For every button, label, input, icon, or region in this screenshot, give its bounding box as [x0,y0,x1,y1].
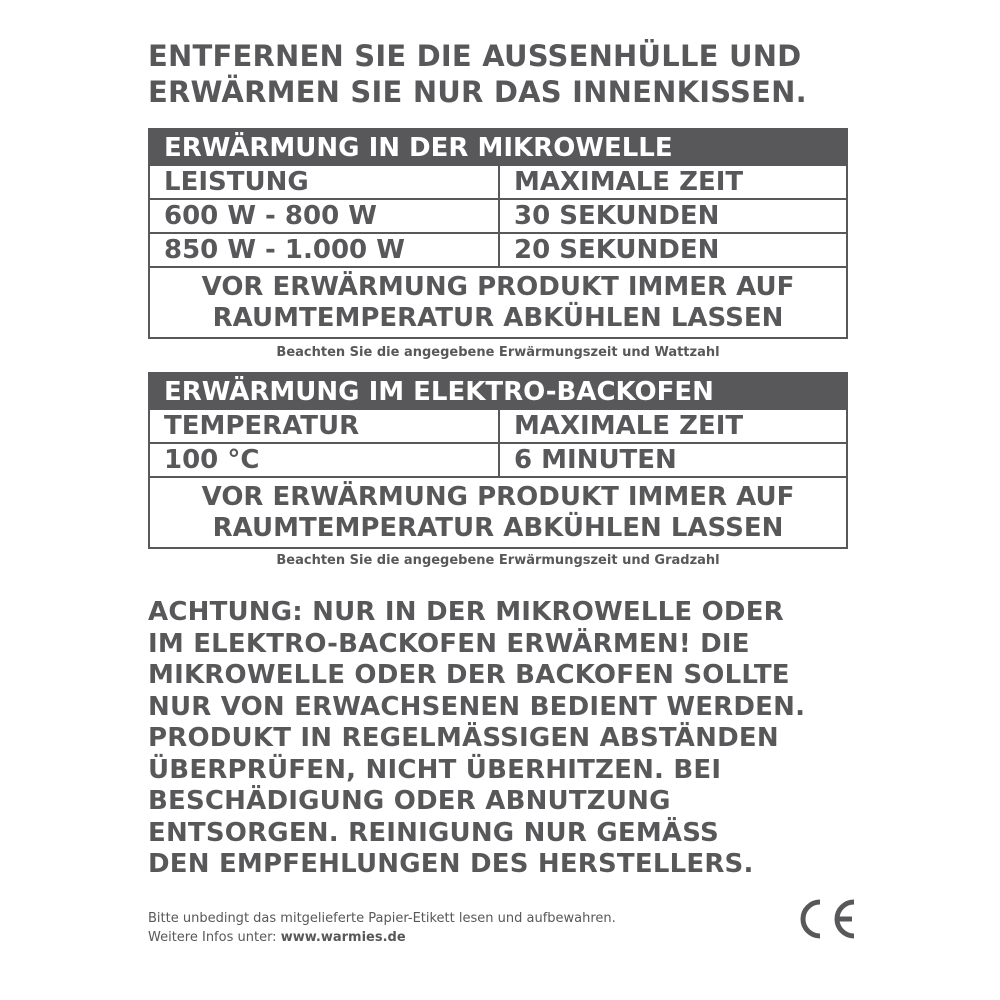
warning-line: PRODUKT IN REGELMÄSSIGEN ABSTÄNDEN [148,723,779,753]
time-cell: 6 MINUTEN [498,444,846,476]
power-column-header: LEISTUNG [164,167,309,197]
table-row [150,232,846,266]
microwave-table-title: ERWÄRMUNG IN DER MIKROWELLE [150,130,846,164]
oven-table-title: ERWÄRMUNG IM ELEKTRO-BACKOFEN [150,374,846,408]
microwave-table [148,128,848,339]
warning-line: MIKROWELLE ODER DER BACKOFEN SOLLTE [148,660,790,690]
max-time-column-header: MAXIMALE ZEIT [498,410,846,442]
oven-table-header-row [150,408,846,442]
ce-mark-icon [795,897,859,941]
footer-line-1: Bitte unbedingt das mitgelieferte Papier-Etikett lesen und aufbewahren. [148,911,616,926]
max-time-column-header: MAXIMALE ZEIT [498,166,846,198]
cooling-note [150,476,846,547]
heading-line-2: ERWÄRMEN SIE NUR DAS INNENKISSEN. [148,75,807,109]
table-row [150,198,846,232]
temperature-cell: 100 °C [164,445,260,475]
warning-text [148,597,888,881]
footer [148,909,616,947]
time-cell: 30 SEKUNDEN [498,200,846,232]
temperature-column-header: TEMPERATUR [164,411,360,441]
oven-caption: Beachten Sie die angegebene Erwärmungszeit und Gradzahl [276,553,720,568]
time-cell: 20 SEKUNDEN [498,234,846,266]
cooling-note [150,266,846,337]
cooling-note-line-2: RAUMTEMPERATUR ABKÜHLEN LASSEN [212,303,784,333]
cooling-note-line-2: RAUMTEMPERATUR ABKÜHLEN LASSEN [212,513,784,543]
instruction-heading [148,38,868,110]
warning-line: IM ELEKTRO-BACKOFEN ERWÄRMEN! DIE [148,628,750,659]
cooling-note-line-1: VOR ERWÄRMUNG PRODUKT IMMER AUF [201,482,795,512]
warning-line: BESCHÄDIGUNG ODER ABNUTZUNG [148,786,671,816]
heading-line-1: ENTFERNEN SIE DIE AUSSENHÜLLE UND [148,39,802,73]
cooling-note-line-1: VOR ERWÄRMUNG PRODUKT IMMER AUF [201,272,795,302]
website-link[interactable]: www.warmies.de [280,930,406,945]
warning-line: ÜBERPRÜFEN, NICHT ÜBERHITZEN. BEI [148,754,722,785]
power-cell: 850 W - 1.000 W [164,235,405,265]
power-cell: 600 W - 800 W [164,201,377,231]
warning-line: DEN EMPFEHLUNGEN DES HERSTELLERS. [148,849,754,879]
microwave-caption: Beachten Sie die angegebene Erwärmungszeit und Wattzahl [276,345,720,360]
warning-line: ACHTUNG: NUR IN DER MIKROWELLE ODER [148,597,784,627]
footer-info-label: Weitere Infos unter: [148,930,281,945]
warning-line: ENTSORGEN. REINIGUNG NUR GEMÄSS [148,817,719,848]
table-row [150,442,846,476]
microwave-table-header-row [150,164,846,198]
footer-line-2 [148,928,616,947]
warning-line: NUR VON ERWACHSENEN BEDIENT WERDEN. [148,691,806,722]
oven-table [148,372,848,549]
